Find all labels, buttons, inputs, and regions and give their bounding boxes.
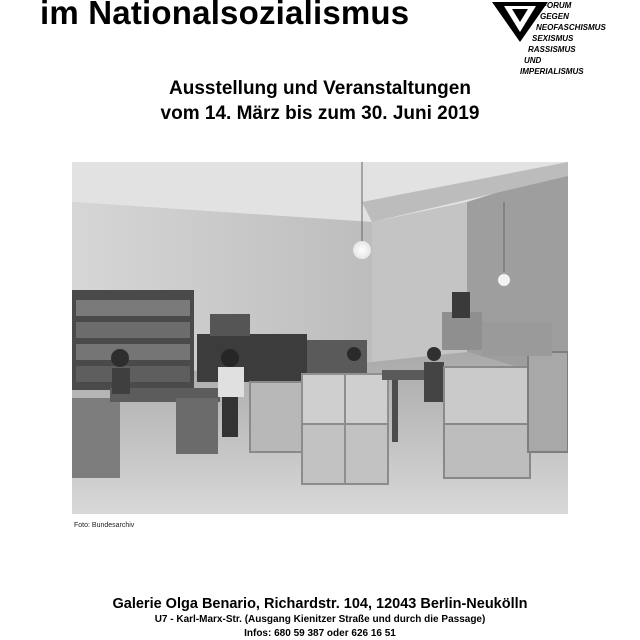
logo-line: NEOFASCHISMUS — [536, 23, 606, 32]
logo-line: RASSISMUS — [528, 45, 576, 54]
logo-line: IMPERIALISMUS — [520, 67, 584, 76]
logo-line: SEXISMUS — [532, 34, 574, 43]
logo-line: GEGEN — [540, 12, 569, 21]
logo-line: FORUM — [542, 1, 572, 10]
venue-address: Galerie Olga Benario, Richardstr. 104, 12043 Berlin-Neukölln — [112, 596, 528, 612]
subtitle-line-2: vom 14. März bis zum 30. Juni 2019 — [160, 103, 480, 124]
archive-office-photo — [72, 162, 568, 514]
logo-text — [508, 0, 606, 77]
subtitle-line-1: Ausstellung und Veranstaltungen — [169, 78, 471, 99]
logo-line: UND — [524, 56, 542, 65]
info-phone: Infos: 680 59 387 oder 626 16 51 — [244, 628, 396, 639]
office-photo-illustration — [72, 162, 568, 514]
transit-directions: U7 - Karl-Marx-Str. (Ausgang Kienitzer Straße und durch die Passage) — [154, 614, 486, 625]
poster-title: im Nationalsozialismus — [40, 0, 410, 31]
photo-credit: Foto: Bundesarchiv — [74, 522, 135, 529]
forum-logo — [488, 0, 618, 80]
